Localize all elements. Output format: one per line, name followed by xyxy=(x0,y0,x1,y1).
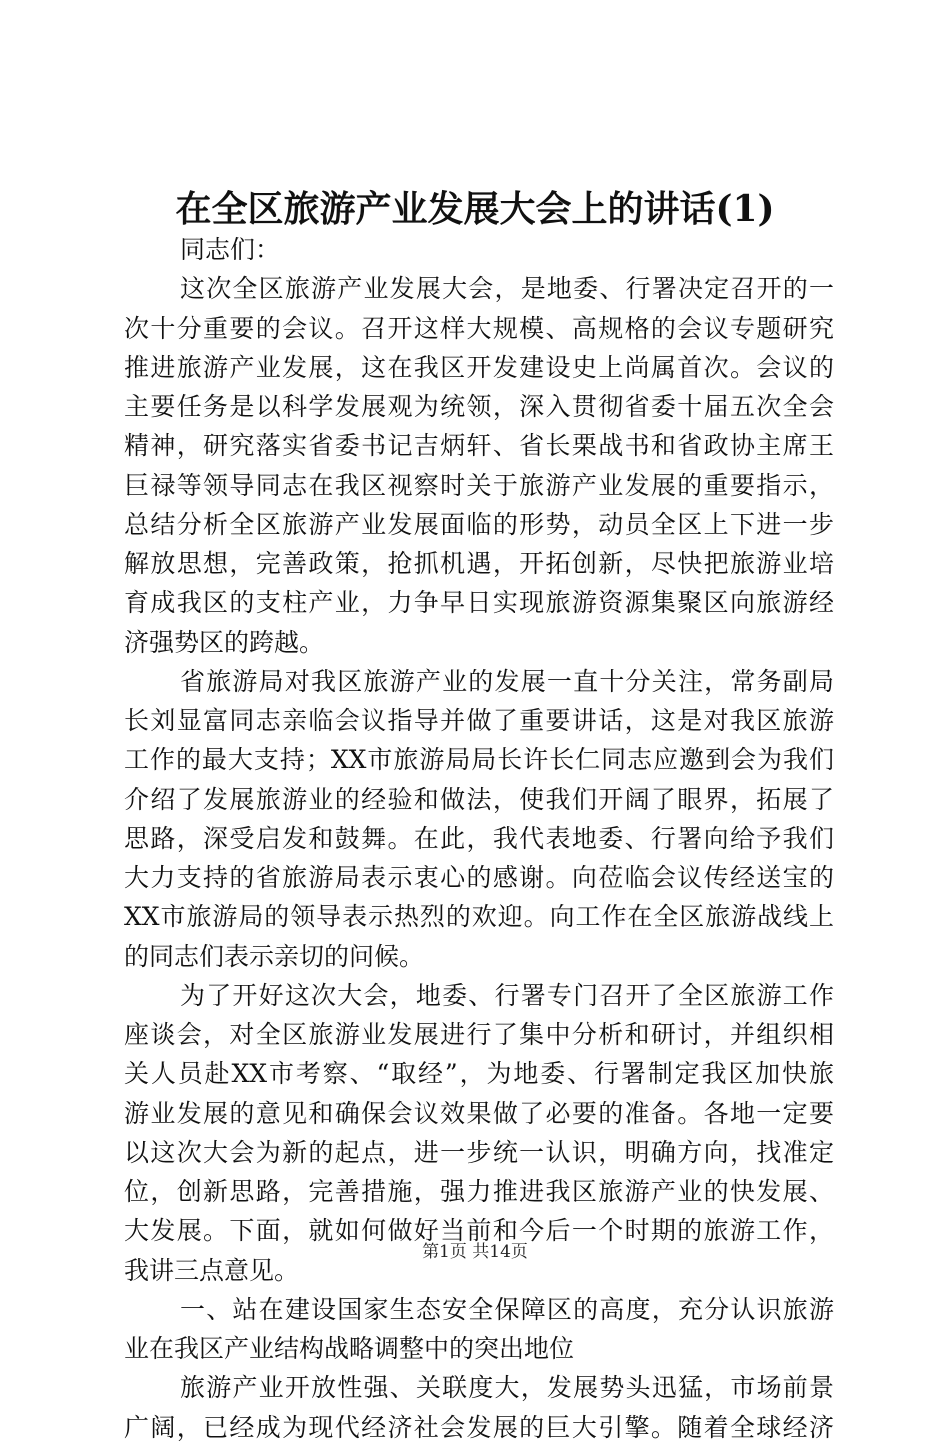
document-body xyxy=(124,230,834,1447)
body-text-line: 同志们： xyxy=(180,235,281,264)
document-title: 在全区旅游产业发展大会上的讲话(1) xyxy=(175,188,775,230)
body-text-line: 推进旅游产业发展，这在我区开发建设史上尚属首次。会议的 xyxy=(124,352,834,382)
body-text-line: 工作的最大支持；XX市旅游局局长许长仁同志应邀到会为我们 xyxy=(124,745,834,775)
body-text-line: 为了开好这次大会，地委、行署专门召开了全区旅游工作 xyxy=(180,980,834,1010)
body-text-line: 长刘显富同志亲临会议指导并做了重要讲话，这是对我区旅游 xyxy=(124,706,834,735)
body-text-line: 游业发展的意见和确保会议效果做了必要的准备。各地一定要 xyxy=(124,1098,834,1128)
body-text-line: 精神，研究落实省委书记吉炳轩、省长栗战书和省政协主席王 xyxy=(124,431,834,461)
body-text-line: 业在我区产业结构战略调整中的突出地位 xyxy=(124,1334,575,1363)
body-text-line: 介绍了发展旅游业的经验和做法，使我们开阔了眼界，拓展了 xyxy=(124,784,834,814)
body-text-line: XX市旅游局的领导表示热烈的欢迎。向工作在全区旅游战线上 xyxy=(124,902,834,932)
body-text-line: 大发展。下面，就如何做好当前和今后一个时期的旅游工作， xyxy=(124,1216,834,1246)
body-text-line: 巨禄等领导同志在我区视察时关于旅游产业发展的重要指示， xyxy=(124,470,834,500)
body-text-line: 旅游产业开放性强、关联度大，发展势头迅猛，市场前景 xyxy=(180,1373,834,1403)
body-text-line: 总结分析全区旅游产业发展面临的形势，动员全区上下进一步 xyxy=(124,509,834,539)
body-text-line: 以这次大会为新的起点，进一步统一认识，明确方向，找准定 xyxy=(124,1137,834,1167)
page-number-footer: 第1页 共14页 xyxy=(422,1242,528,1262)
body-text-line: 座谈会，对全区旅游业发展进行了集中分析和研讨，并组织相 xyxy=(124,1020,834,1049)
body-text-line: 的同志们表示亲切的问候。 xyxy=(124,941,425,971)
body-text-line: 关人员赴XX市考察、“取经”，为地委、行署制定我区加快旅 xyxy=(124,1059,834,1089)
body-text-line: 位，创新思路，完善措施，强力推进我区旅游产业的快发展、 xyxy=(124,1177,834,1206)
body-text-line: 思路，深受启发和鼓舞。在此，我代表地委、行署向给予我们 xyxy=(124,823,834,853)
body-text-line: 省旅游局对我区旅游产业的发展一直十分关注，常务副局 xyxy=(180,666,834,696)
body-text-line: 广阔，已经成为现代经济社会发展的巨大引擎。随着全球经济 xyxy=(124,1412,834,1442)
body-text-line: 主要任务是以科学发展观为统领，深入贯彻省委十届五次全会 xyxy=(124,392,834,421)
body-text-line: 次十分重要的会议。召开这样大规模、高规格的会议专题研究 xyxy=(124,313,834,343)
body-text-line: 一、站在建设国家生态安全保障区的高度，充分认识旅游 xyxy=(180,1294,834,1324)
body-text-line: 济强势区的跨越。 xyxy=(124,627,325,657)
body-text-line: 解放思想，完善政策，抢抓机遇，开拓创新，尽快把旅游业培 xyxy=(124,549,834,578)
body-text-line: 育成我区的支柱产业，力争早日实现旅游资源集聚区向旅游经 xyxy=(124,588,834,618)
body-text-line: 这次全区旅游产业发展大会，是地委、行署决定召开的一 xyxy=(180,274,834,304)
body-text-line: 大力支持的省旅游局表示衷心的感谢。向莅临会议传经送宝的 xyxy=(124,863,834,892)
body-text-line: 我讲三点意见。 xyxy=(124,1255,300,1285)
